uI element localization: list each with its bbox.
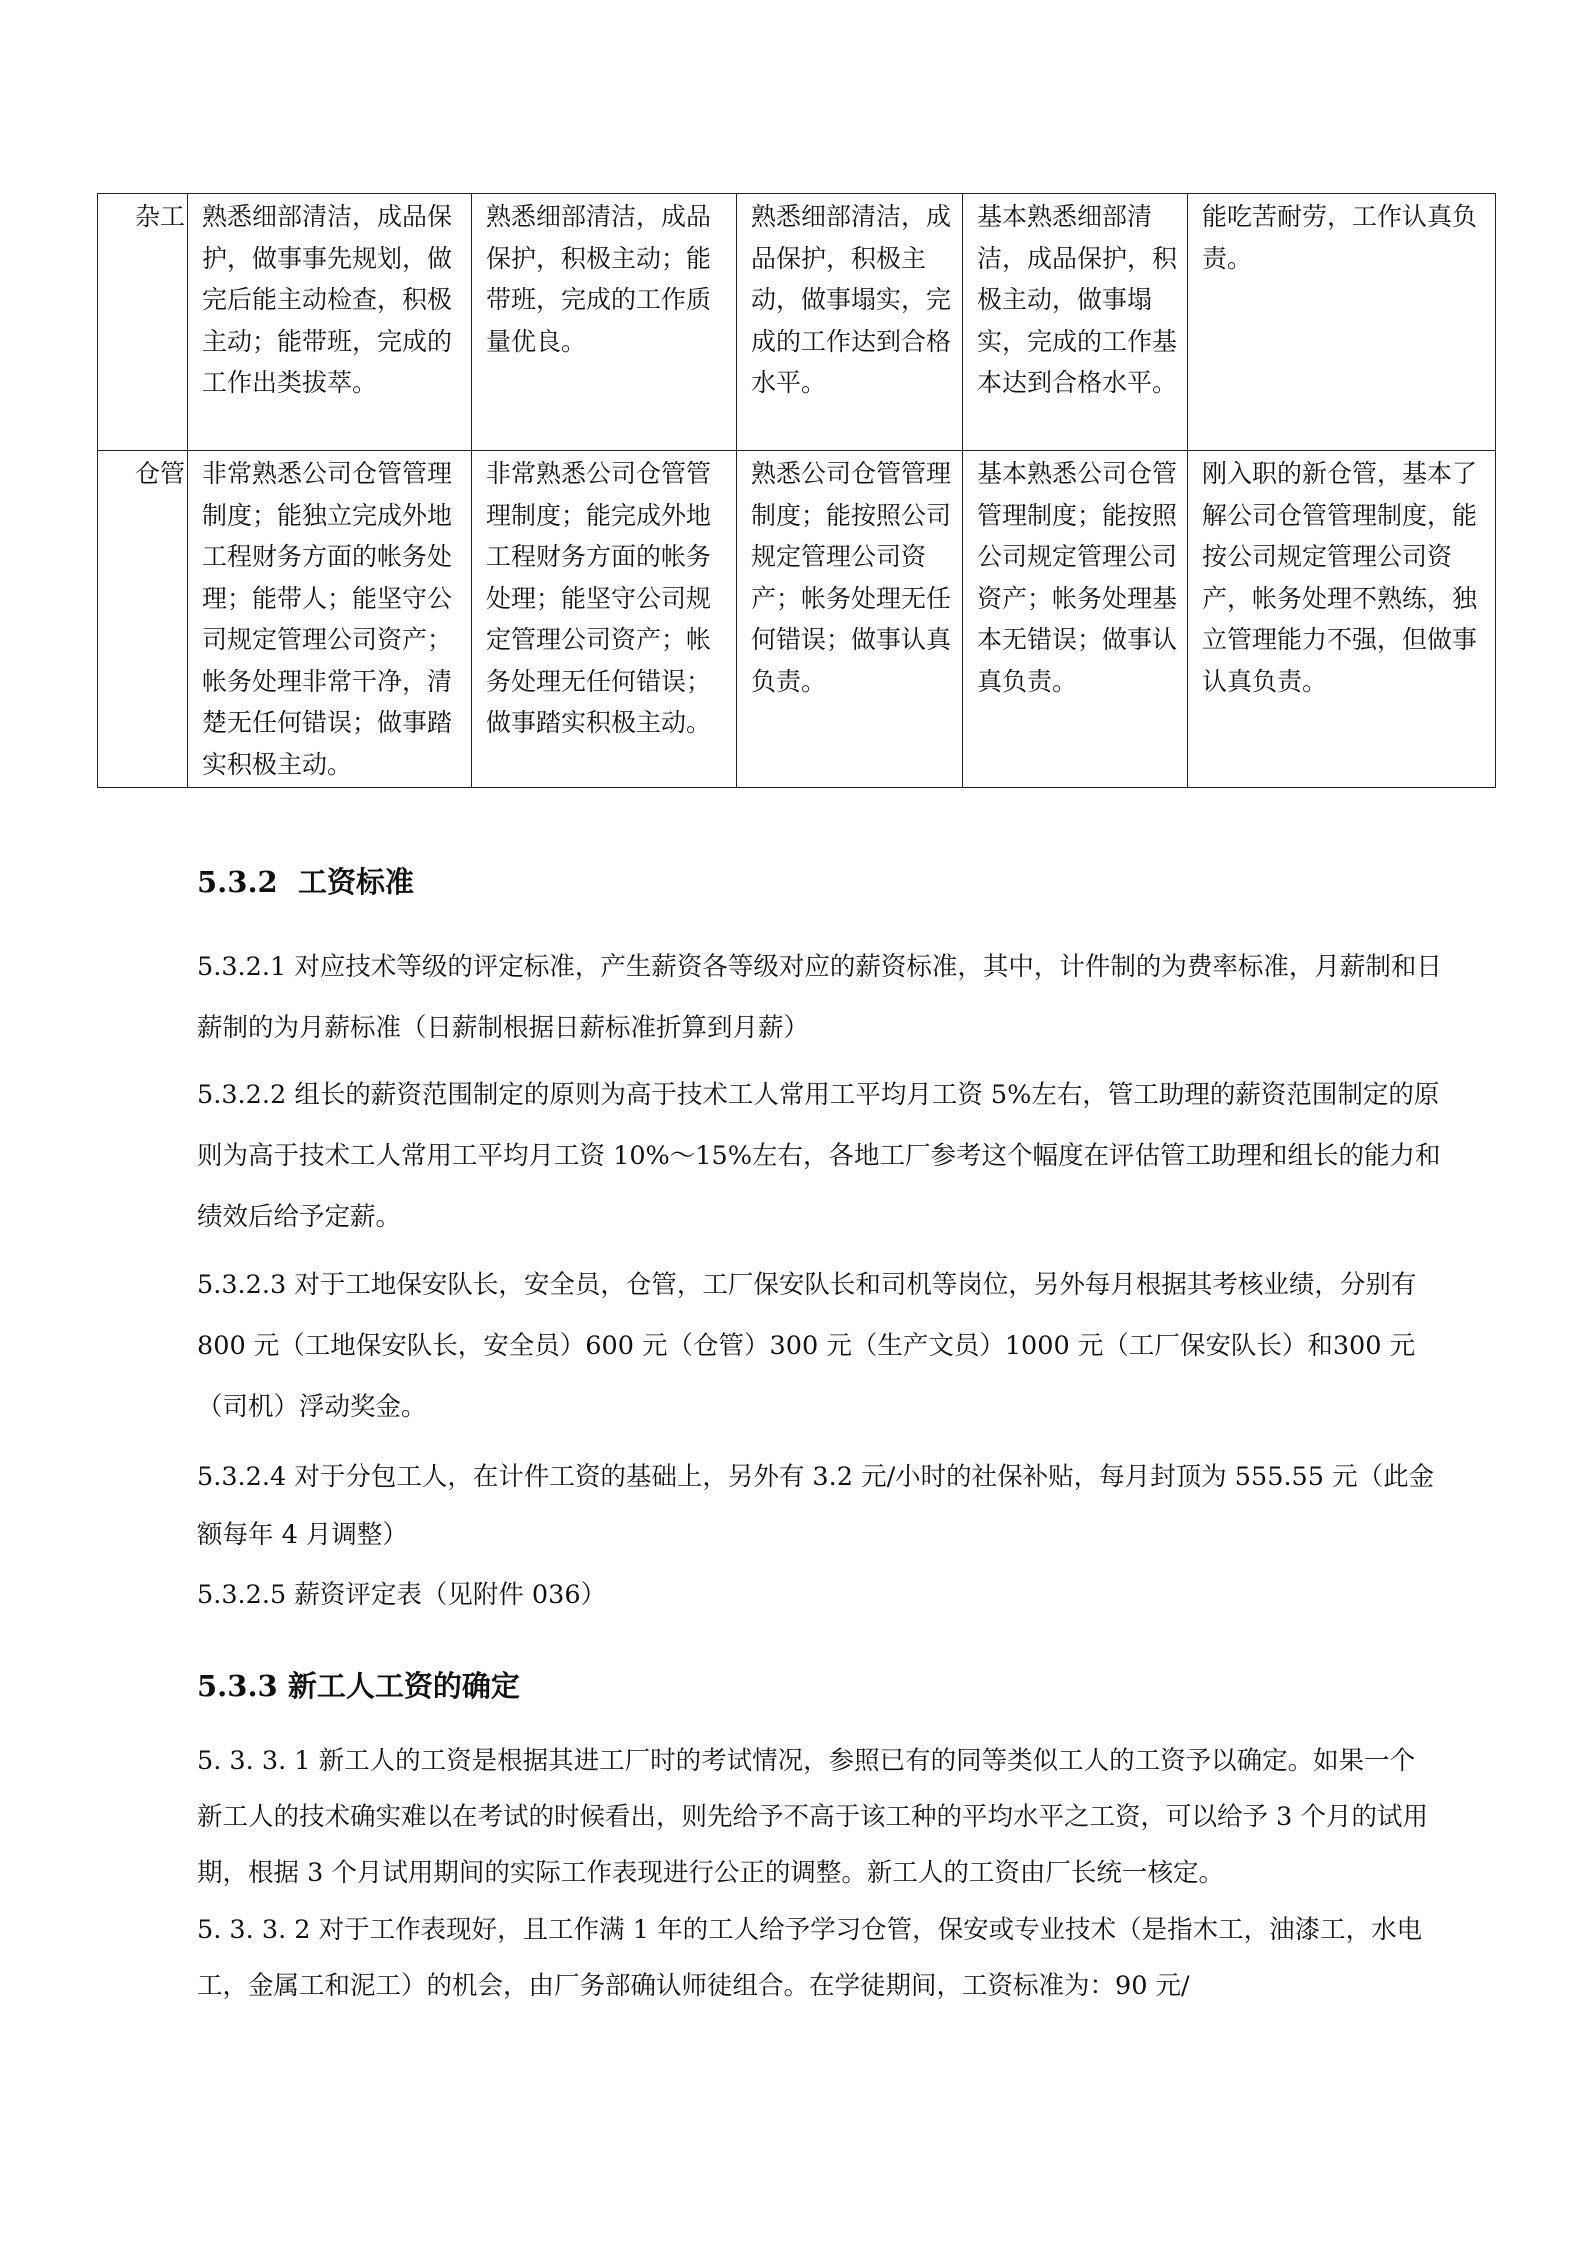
section-number: 5.3.3 <box>197 1669 278 1703</box>
grade-cell: 熟悉公司仓管管理制度；能按照公司规定管理公司资产；帐务处理无任何错误；做事认真负责。 <box>737 451 963 788</box>
grade-cell: 熟悉细部清洁，成品保护，积极主动，做事塌实，完成的工作达到合格水平。 <box>737 194 963 451</box>
grade-cell: 非常熟悉公司仓管管理制度；能完成外地工程财务方面的帐务处理；能坚守公司规定管理公司资产；帐务处理无任何错误；做事踏实积极主动。 <box>472 451 737 788</box>
section-heading-5-3-2 <box>197 860 414 901</box>
grade-cell: 基本熟悉公司仓管管理制度；能按照公司规定管理公司资产；帐务处理基本无错误；做事认真负责。 <box>963 451 1188 788</box>
table-row <box>98 194 1496 451</box>
section-title: 工资标准 <box>297 865 414 899</box>
grade-cell: 能吃苦耐劳，工作认真负责。 <box>1188 194 1496 451</box>
section-number: 5.3.2 <box>197 865 278 899</box>
paragraph-5-3-2-5: 5.3.2.5 薪资评定表（见附件 036） <box>197 1580 607 1610</box>
section-heading-5-3-3 <box>197 1664 520 1705</box>
grade-cell: 非常熟悉公司仓管管理制度；能独立完成外地工程财务方面的帐务处理；能带人；能坚守公司规定管理公司资产；帐务处理非常干净，清楚无任何错误；做事踏实积极主动。 <box>188 451 472 788</box>
section-title: 新工人工资的确定 <box>287 1669 520 1703</box>
paragraph-5-3-3-1: 5. 3. 3. 1 新工人的工资是根据其进工厂时的考试情况，参照已有的同等类似工人的工资予以确定。如果一个新工人的技术确实难以在考试的时候看出，则先给予不高于该工种的平均水平之工资，可以给予 3 个月的试用期，根据 3 个月试用期间的实际工作表现进行公正的调整。新工人的工资由厂长统一核定。 <box>197 1746 1428 1888</box>
paragraph-5-3-2-4: 5.3.2.4 对于分包工人，在计件工资的基础上，另外有 3.2 元/小时的社保补贴，每月封顶为 555.55 元（此金额每年 4 月调整） <box>197 1462 1435 1550</box>
paragraph-5-3-3-2: 5. 3. 3. 2 对于工作表现好，且工作满 1 年的工人给予学习仓管，保安或专业技术（是指木工，油漆工，水电工，金属工和泥工）的机会，由厂务部确认师徒组合。在学徒期间，工资标准为：90 元/ <box>197 1915 1423 2001</box>
role-cell: 仓管 <box>98 451 188 788</box>
paragraph-5-3-2-3: 5.3.2.3 对于工地保安队长，安全员，仓管，工厂保安队长和司机等岗位，另外每月根据其考核业绩，分别有 800 元（工地保安队长，安全员）600 元（仓管）300 元（生产文员）1000 元（工厂保安队长）和300 元（司机）浮动奖金。 <box>197 1270 1417 1422</box>
paragraph-5-3-2-2: 5.3.2.2 组长的薪资范围制定的原则为高于技术工人常用工平均月工资 5%左右，管工助理的薪资范围制定的原则为高于技术工人常用工平均月工资 10%～15%左右，各地工厂参考这个幅度在评估管工助理和组长的能力和绩效后给予定薪。 <box>197 1080 1441 1232</box>
grade-cell: 基本熟悉细部清洁，成品保护，积极主动，做事塌实，完成的工作基本达到合格水平。 <box>963 194 1188 451</box>
role-cell: 杂工 <box>98 194 188 451</box>
paragraph-5-3-2-1: 5.3.2.1 对应技术等级的评定标准，产生薪资各等级对应的薪资标准，其中，计件制的为费率标准，月薪制和日薪制的为月薪标准（日薪制根据日薪标准折算到月薪） <box>197 952 1442 1043</box>
grade-cell: 刚入职的新仓管，基本了解公司仓管管理制度，能按公司规定管理公司资产，帐务处理不熟练，独立管理能力不强，但做事认真负责。 <box>1188 451 1496 788</box>
table-row <box>98 451 1496 788</box>
grade-cell: 熟悉细部清洁，成品保护，做事事先规划，做完后能主动检查，积极主动；能带班，完成的工作出类拔萃。 <box>188 194 472 451</box>
skill-grade-table <box>97 193 1496 788</box>
grade-cell: 熟悉细部清洁，成品保护，积极主动；能带班，完成的工作质量优良。 <box>472 194 737 451</box>
